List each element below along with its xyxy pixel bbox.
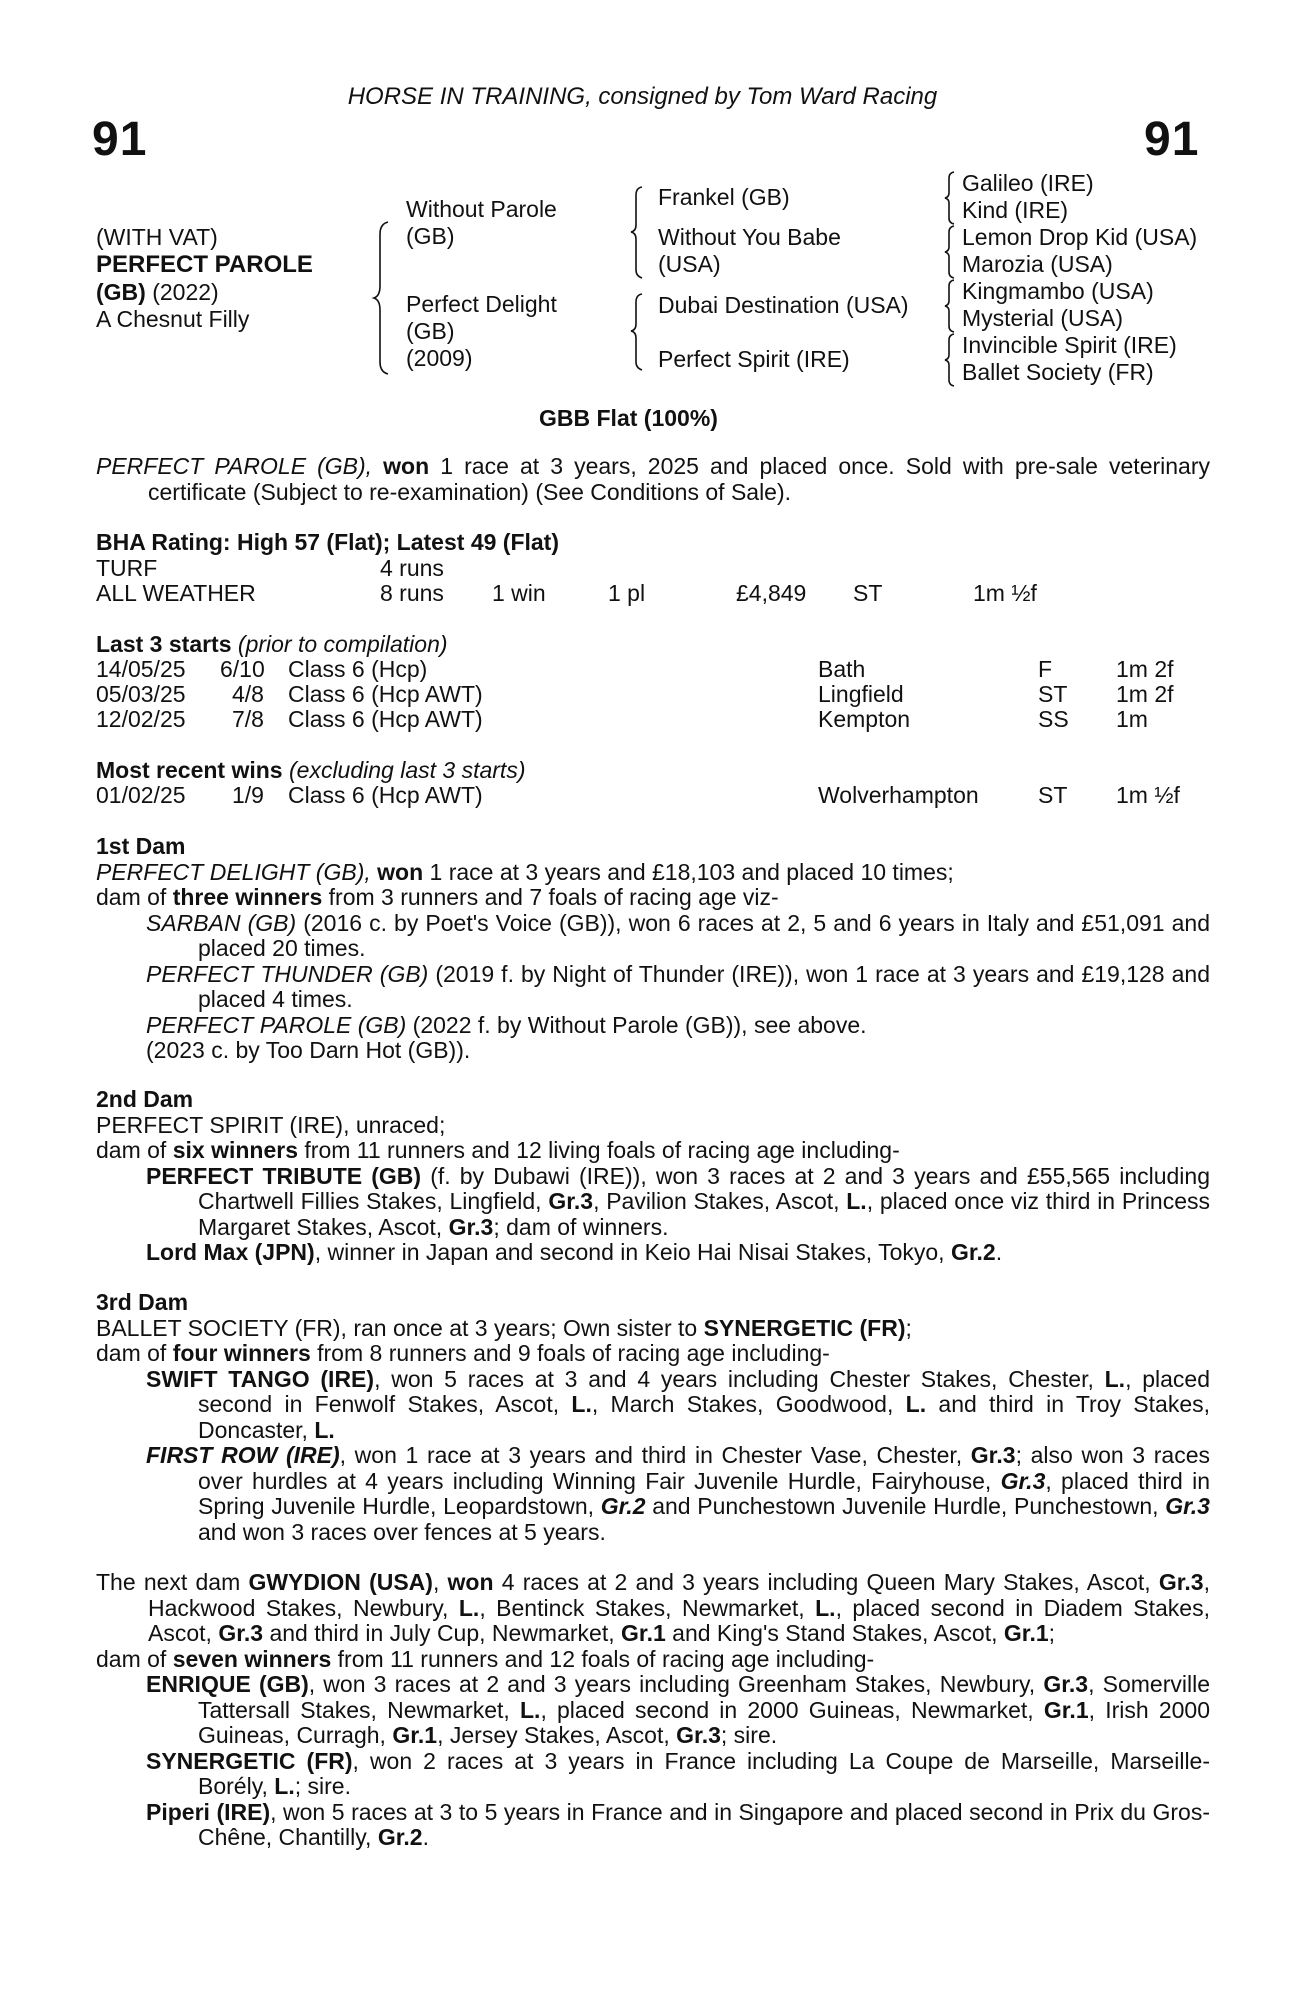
progeny-text: ; also won 3 races over hurdles at 4 years including Winning Fair Juvenile Hurdle, Fairyhouse, bbox=[198, 1442, 1210, 1494]
race-course: Wolverhampton bbox=[818, 782, 979, 808]
nextdam-produce-pre: dam of bbox=[96, 1645, 173, 1672]
aw-runs: 8 runs bbox=[380, 580, 444, 606]
grade-label: L. bbox=[274, 1773, 295, 1799]
progeny-text: , won 1 race at 3 years and third in Chester Vase, Chester, bbox=[339, 1442, 971, 1468]
list-item bbox=[96, 1164, 1210, 1241]
nextdam-section bbox=[96, 1570, 1210, 1851]
summary-name: PERFECT PAROLE (GB), bbox=[96, 453, 373, 479]
dam1-produce-post: from 3 runners and 7 foals of racing age viz- bbox=[322, 884, 779, 910]
dam1-record: 1 race at 3 years and £18,103 and placed 10 times; bbox=[423, 858, 954, 885]
race-distance: 1m 2f bbox=[1116, 656, 1174, 682]
progeny-name: PERFECT TRIBUTE (GB) bbox=[146, 1162, 422, 1189]
last3-title: Last 3 starts bbox=[96, 631, 232, 657]
dam1-won: won bbox=[377, 858, 424, 885]
dam1-winners: three winners bbox=[172, 884, 323, 910]
dam2-heading: 2nd Dam bbox=[96, 1086, 194, 1112]
recent-note: (excluding last 3 starts) bbox=[282, 757, 526, 783]
grade-label: L. bbox=[815, 1594, 836, 1621]
lot-number-left: 91 bbox=[92, 113, 148, 166]
progeny-text: (2019 f. by Night of Thunder (IRE)), won 1 race at 3 years and £19,128 and placed 4 times. bbox=[198, 960, 1210, 1012]
pedigree-sire-country: (GB) bbox=[406, 223, 455, 249]
progeny-text: , won 3 races at 2 and 3 years including Greenham Stakes, Newbury, bbox=[308, 1671, 1044, 1697]
progeny-text: , March Stakes, Goodwood, bbox=[591, 1391, 906, 1417]
aw-prize: £4,849 bbox=[736, 580, 807, 606]
race-position: 1/9 bbox=[232, 782, 264, 808]
nextdam-name: GWYDION (USA) bbox=[248, 1569, 433, 1595]
race-position: 6/10 bbox=[220, 656, 265, 682]
race-going: F bbox=[1038, 656, 1053, 682]
pedigree-dam-dam: Perfect Spirit (IRE) bbox=[658, 346, 850, 372]
dam2-produce-pre: dam of bbox=[96, 1137, 173, 1163]
pedigree-sire bbox=[406, 196, 557, 250]
race-distance: 1m ½f bbox=[1116, 782, 1180, 808]
progeny-name: PERFECT PAROLE (GB) bbox=[146, 1011, 407, 1038]
dam3-sister-of: SYNERGETIC (FR) bbox=[703, 1314, 906, 1341]
list-item bbox=[96, 1672, 1210, 1749]
progeny-text: , won 5 races at 3 to 5 years in France and in Singapore and placed second in Prix du Gros-Chêne, Chantilly, bbox=[198, 1798, 1211, 1850]
pedigree-bracket-g3-1 bbox=[944, 170, 956, 225]
progeny-name: Piperi (IRE) bbox=[146, 1798, 271, 1825]
pedigree-g3-4: Marozia (USA) bbox=[962, 251, 1113, 277]
race-course: Bath bbox=[818, 656, 866, 682]
race-course: Kempton bbox=[818, 706, 911, 732]
progeny-text: , Somerville Tattersall Stakes, Newmarket, bbox=[198, 1671, 1210, 1723]
recent-title: Most recent wins bbox=[96, 757, 283, 783]
nextdam-text: and King's Stand Stakes, Ascot, bbox=[665, 1620, 1004, 1646]
progeny-text: , placed second in 2000 Guineas, Newmarket, bbox=[540, 1696, 1044, 1723]
last3-heading bbox=[96, 632, 448, 658]
progeny-text: (f. by Dubawi (IRE)), won 3 races at 2 and 3 years and £55,565 including Chartwell Fillies Stakes, Lingfield, bbox=[198, 1162, 1210, 1214]
progeny-text: , placed third in Spring Juvenile Hurdle, Leopardstown, bbox=[198, 1467, 1211, 1519]
list-item bbox=[96, 1013, 1210, 1039]
vat-note: (WITH VAT) bbox=[96, 224, 218, 250]
summary-text: 1 race at 3 years, 2025 and placed once. Sold with pre-sale veterinary certificate (Subject to re-examination) (See Conditions of Sale). bbox=[148, 453, 1211, 505]
pedigree-sire-sire: Frankel (GB) bbox=[658, 184, 790, 210]
list-item bbox=[96, 1443, 1210, 1545]
nextdam-produce-post: from 11 runners and 12 foals of racing age including- bbox=[331, 1645, 875, 1672]
progeny-text: , won 2 races at 3 years in France including La Coupe de Marseille, Marseille-Borély, bbox=[198, 1747, 1210, 1799]
progeny-text: , placed second in Fenwolf Stakes, Ascot, bbox=[198, 1365, 1211, 1417]
list-item bbox=[96, 1800, 1210, 1851]
pedigree-sire-name: Without Parole bbox=[406, 196, 557, 222]
grade-label: Gr.3 bbox=[1000, 1467, 1046, 1494]
horse-country: (GB) bbox=[96, 279, 146, 305]
pedigree-dam bbox=[406, 291, 557, 372]
grade-label: Gr.3 bbox=[448, 1213, 494, 1240]
grade-label: L. bbox=[846, 1188, 867, 1214]
progeny-text: , won 5 races at 3 and 4 years including Chester Stakes, Chester, bbox=[374, 1365, 1105, 1392]
dam2-section bbox=[96, 1087, 1210, 1266]
grade-label: Gr.2 bbox=[950, 1239, 996, 1265]
list-item bbox=[96, 1749, 1210, 1800]
progeny-text: . bbox=[422, 1824, 429, 1850]
lot-number-right: 91 bbox=[1144, 113, 1200, 166]
progeny-text: and third in Troy Stakes, Doncaster, bbox=[198, 1391, 1211, 1443]
dam3-punct: ; bbox=[905, 1314, 912, 1341]
grade-label: Gr.1 bbox=[1043, 1696, 1089, 1723]
pedigree-sire-dam bbox=[658, 224, 841, 278]
summary-won: won bbox=[383, 453, 430, 479]
nextdam-won: won bbox=[447, 1569, 494, 1595]
dam3-section bbox=[96, 1290, 1210, 1545]
turf-runs: 4 runs bbox=[380, 555, 444, 581]
grade-label: Gr.1 bbox=[392, 1722, 438, 1748]
progeny-text: (2016 c. by Poet's Voice (GB)), won 6 races at 2, 5 and 6 years in Italy and £51,091 and placed 20 times. bbox=[198, 909, 1210, 961]
progeny-text: , Pavilion Stakes, Ascot, bbox=[593, 1188, 847, 1214]
progeny-name: PERFECT THUNDER (GB) bbox=[146, 960, 429, 987]
turf-label: TURF bbox=[96, 555, 158, 581]
dam2-name: PERFECT SPIRIT (IRE), unraced; bbox=[96, 1111, 446, 1138]
rating-heading: BHA Rating: High 57 (Flat); Latest 49 (Flat) bbox=[96, 529, 559, 555]
progeny-text: ; sire. bbox=[294, 1773, 351, 1799]
grade-label: L. bbox=[905, 1391, 927, 1417]
grade-label: Gr.2 bbox=[600, 1493, 646, 1519]
nextdam-text: 4 races at 2 and 3 years including Queen Mary Stakes, Ascot, bbox=[493, 1569, 1159, 1595]
grade-label: Gr.3 bbox=[1165, 1493, 1210, 1519]
nextdam-pre: The next dam bbox=[96, 1569, 249, 1595]
progeny-text: , winner in Japan and second in Keio Hai Nisai Stakes, Tokyo, bbox=[314, 1239, 951, 1265]
grade-label: L. bbox=[571, 1391, 592, 1417]
pedigree-sire-dam-country: (USA) bbox=[658, 251, 721, 277]
progeny-name: SARBAN (GB) bbox=[146, 909, 297, 936]
race-distance: 1m bbox=[1116, 706, 1148, 732]
progeny-text: , Jersey Stakes, Ascot, bbox=[437, 1722, 677, 1748]
list-item bbox=[96, 1367, 1210, 1444]
last3-note: (prior to compilation) bbox=[231, 631, 448, 657]
race-course: Lingfield bbox=[818, 681, 904, 707]
page-header-title: HORSE IN TRAINING, consigned by Tom Ward Racing bbox=[347, 83, 938, 110]
race-position: 4/8 bbox=[232, 681, 264, 707]
pedigree-g3-3: Lemon Drop Kid (USA) bbox=[962, 224, 1198, 250]
dam3-produce-post: from 8 runners and 9 foals of racing age including- bbox=[310, 1340, 830, 1366]
progeny-text: (2022 f. by Without Parole (GB)), see above. bbox=[406, 1011, 867, 1038]
progeny-text: , placed once viz third in Princess Margaret Stakes, Ascot, bbox=[198, 1188, 1211, 1240]
dam1-produce-pre: dam of bbox=[96, 884, 173, 910]
progeny-text: ; dam of winners. bbox=[493, 1213, 669, 1240]
pedigree-dam-year: (2009) bbox=[406, 345, 473, 371]
aw-placed: 1 pl bbox=[608, 580, 646, 606]
nextdam-text: , placed second in Diadem Stakes, Ascot, bbox=[148, 1594, 1210, 1646]
grade-label: Gr.1 bbox=[621, 1620, 666, 1646]
progeny-text: , Irish 2000 Guineas, Curragh, bbox=[198, 1696, 1210, 1748]
grade-label: Gr.3 bbox=[970, 1442, 1016, 1468]
nextdam-text: and third in July Cup, Newmarket, bbox=[263, 1620, 622, 1646]
grade-label: Gr.3 bbox=[1043, 1671, 1089, 1697]
grade-label: L. bbox=[1104, 1365, 1126, 1392]
dam3-name: BALLET SOCIETY (FR), ran once at 3 years; Own sister to bbox=[96, 1314, 704, 1341]
pedigree-bracket-g3-3 bbox=[944, 278, 956, 333]
grade-label: L. bbox=[519, 1696, 541, 1723]
pedigree-bracket-g3-2 bbox=[944, 224, 956, 279]
pedigree-bracket-main bbox=[372, 220, 392, 376]
list-item bbox=[96, 911, 1210, 962]
list-item bbox=[96, 962, 1210, 1013]
nextdam-winners: seven winners bbox=[172, 1645, 332, 1672]
list-item bbox=[96, 1038, 1210, 1064]
aw-wins: 1 win bbox=[492, 580, 546, 606]
race-class: Class 6 (Hcp AWT) bbox=[288, 782, 483, 808]
progeny-text: and Punchestown Juvenile Hurdle, Punchestown, bbox=[645, 1493, 1166, 1519]
horse-year: (2022) bbox=[152, 279, 219, 305]
race-date: 01/02/25 bbox=[96, 782, 186, 808]
grade-label: L. bbox=[314, 1416, 335, 1443]
aw-going: ST bbox=[853, 580, 883, 606]
race-date: 14/05/25 bbox=[96, 656, 186, 682]
progeny-name: SYNERGETIC (FR) bbox=[146, 1747, 353, 1774]
race-going: SS bbox=[1038, 706, 1069, 732]
race-position: 7/8 bbox=[232, 706, 264, 732]
progeny-text: ; sire. bbox=[720, 1722, 778, 1748]
grade-label: Gr.3 bbox=[218, 1620, 264, 1646]
pedigree-sire-dam-name: Without You Babe bbox=[658, 224, 841, 250]
grade-label: Gr.1 bbox=[1003, 1620, 1049, 1646]
horse-summary bbox=[96, 454, 1210, 505]
nextdam-text: ; bbox=[1048, 1620, 1056, 1646]
progeny-text: (2023 c. by Too Darn Hot (GB)). bbox=[146, 1037, 471, 1063]
dam1-heading: 1st Dam bbox=[96, 833, 186, 859]
pedigree-bracket-g3-4 bbox=[944, 332, 956, 387]
dam1-section bbox=[96, 834, 1210, 1064]
nextdam-text: , Bentinck Stakes, Newmarket, bbox=[479, 1594, 816, 1621]
grade-label: Gr.3 bbox=[676, 1722, 721, 1748]
race-going: ST bbox=[1038, 681, 1068, 707]
race-class: Class 6 (Hcp) bbox=[288, 656, 428, 682]
pedigree-g3-8: Ballet Society (FR) bbox=[962, 359, 1154, 385]
horse-name: PERFECT PAROLE bbox=[96, 251, 313, 278]
race-going: ST bbox=[1038, 782, 1068, 808]
aw-label: ALL WEATHER bbox=[96, 580, 256, 606]
nextdam-text: , Hackwood Stakes, Newbury, bbox=[148, 1569, 1210, 1621]
nextdam-punct: , bbox=[432, 1569, 448, 1595]
horse-description: A Chesnut Filly bbox=[96, 306, 250, 332]
pedigree-bracket-dam bbox=[630, 292, 644, 372]
gbb-status: GBB Flat (100%) bbox=[539, 405, 718, 431]
dam2-produce-post: from 11 runners and 12 living foals of racing age including- bbox=[298, 1137, 900, 1163]
pedigree-dam-name: Perfect Delight bbox=[406, 291, 557, 317]
dam3-heading: 3rd Dam bbox=[96, 1289, 189, 1315]
grade-label: L. bbox=[458, 1594, 480, 1621]
dam3-winners: four winners bbox=[172, 1340, 311, 1366]
dam3-produce-pre: dam of bbox=[96, 1340, 173, 1366]
grade-label: Gr.2 bbox=[377, 1824, 423, 1850]
grade-label: Gr.3 bbox=[548, 1188, 594, 1214]
pedigree-g3-2: Kind (IRE) bbox=[962, 197, 1069, 223]
pedigree-g3-6: Mysterial (USA) bbox=[962, 305, 1124, 331]
progeny-text: and won 3 races over fences at 5 years. bbox=[198, 1518, 606, 1545]
dam2-winners: six winners bbox=[172, 1137, 298, 1163]
pedigree-g3-1: Galileo (IRE) bbox=[962, 170, 1094, 196]
progeny-text: . bbox=[995, 1239, 1003, 1265]
progeny-name: FIRST ROW (IRE) bbox=[146, 1442, 340, 1468]
pedigree-dam-country: (GB) bbox=[406, 318, 455, 344]
dam1-name: PERFECT DELIGHT (GB), bbox=[96, 858, 371, 885]
race-distance: 1m 2f bbox=[1116, 681, 1174, 707]
race-class: Class 6 (Hcp AWT) bbox=[288, 681, 483, 707]
race-class: Class 6 (Hcp AWT) bbox=[288, 706, 483, 732]
pedigree-bracket-sire bbox=[630, 185, 644, 280]
race-date: 05/03/25 bbox=[96, 681, 186, 707]
race-date: 12/02/25 bbox=[96, 706, 186, 732]
aw-distance: 1m ½f bbox=[973, 580, 1037, 606]
horse-country-year bbox=[96, 280, 219, 306]
progeny-name: Lord Max (JPN) bbox=[146, 1239, 315, 1265]
pedigree-g3-7: Invincible Spirit (IRE) bbox=[962, 332, 1177, 358]
progeny-name: ENRIQUE (GB) bbox=[146, 1671, 309, 1697]
pedigree-dam-sire: Dubai Destination (USA) bbox=[658, 292, 909, 318]
grade-label: Gr.3 bbox=[1158, 1569, 1204, 1595]
progeny-name: SWIFT TANGO (IRE) bbox=[146, 1365, 375, 1392]
recent-heading bbox=[96, 758, 525, 784]
list-item bbox=[96, 1240, 1210, 1266]
pedigree-g3-5: Kingmambo (USA) bbox=[962, 278, 1154, 304]
